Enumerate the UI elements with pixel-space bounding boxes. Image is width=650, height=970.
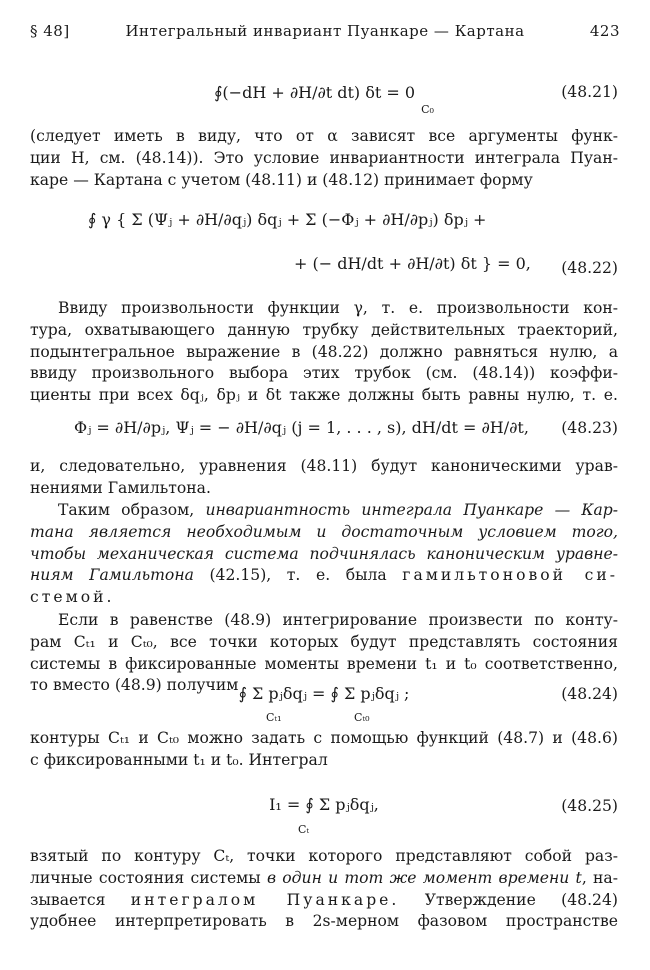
paragraph-4 [30, 500, 618, 609]
p1-line-2: ции H, см. (48.14)). Это условие инвариантности интеграла Пуан- [30, 148, 618, 167]
p2-line-3: подынтегральное выражение в (48.22) должно равняться нулю, а [30, 342, 618, 361]
eq-number-48-22: (48.22) [561, 259, 618, 277]
eq-48-25-contour: Cₜ [298, 823, 310, 836]
p3-line-2: нениями Гамильтона. [30, 478, 211, 497]
running-header [30, 22, 620, 48]
eq-48-22-line-1: ∮ γ { Σ (Ψⱼ + ∂H/∂qⱼ) δqⱼ + Σ (−Φⱼ + ∂H/∂pⱼ) δpⱼ + [88, 210, 487, 229]
equation-48-24 [30, 664, 618, 724]
eq-48-23-body: Φⱼ = ∂H/∂pⱼ, Ψⱼ = − ∂H/∂qⱼ (j = 1, . . . , s), dH/dt = ∂H/∂t, [74, 418, 529, 437]
paragraph-3 [30, 456, 618, 500]
equation-48-23 [30, 406, 618, 450]
p5-line-3: системы в фиксированные моменты времени t₁ и t₀ соответственно, [30, 654, 618, 673]
p7-line-3: зывается интегралом Пуанкаре. Утверждение (48.24) [30, 890, 618, 909]
p4-line-3: чтобы механическая система подчинялась каноническим уравне- [30, 544, 618, 563]
equation-48-22 [30, 196, 618, 288]
p5-line-4: то вместо (48.9) получим [30, 676, 239, 695]
eq-48-24-body: ∮ Σ pⱼδqⱼ = ∮ Σ pⱼδqⱼ ; [238, 684, 410, 703]
equation-48-21 [30, 66, 618, 120]
p7-line-2: личные состояния системы в один и тот же момент времени t, на- [30, 868, 618, 887]
paragraph-7 [30, 846, 618, 933]
eq-number-48-24: (48.24) [561, 685, 618, 703]
p7-line-4: удобнее интерпретировать в 2s-мерном фазовом пространстве [30, 912, 618, 931]
p5-line-1: Если в равенстве (48.9) интегрирование произвести по конту- [58, 611, 618, 629]
p7-line-1: взятый по контуру Cₜ, точки которого представляют собой раз- [30, 847, 618, 865]
eq-48-22-line-2: + (− dH/dt + ∂H/∂t) δt } = 0, [294, 254, 531, 273]
eq-48-24-contour-t1: Cₜ₁ [266, 711, 282, 724]
p4-line-1: Таким образом, инвариантность интеграла Пуанкаре — Кар- [58, 501, 618, 519]
p3-line-1: и, следовательно, уравнения (48.11) будут каноническими урав- [30, 457, 618, 475]
eq-number-48-21: (48.21) [561, 83, 618, 101]
p2-line-4: ввиду произвольного выбора этих трубок (см. (48.14)) коэффи- [30, 364, 618, 383]
p4-line-4: ниям Гамильтона (42.15), т. е. была гамильтоновой си- [30, 566, 619, 585]
p2-line-5: циенты при всех δqⱼ, δpⱼ и δt также должны быть равны нулю, т. е. [30, 386, 618, 405]
p1-line-3: каре — Картана с учетом (48.11) и (48.12) принимает форму [30, 170, 533, 189]
p6-line-2: с фиксированными t₁ и t₀. Интеграл [30, 750, 328, 769]
p4-line-5: стемой. [30, 588, 115, 607]
eq-number-48-23: (48.23) [561, 419, 618, 437]
p2-line-1: Ввиду произвольности функции γ, т. е. произвольности кон- [58, 299, 618, 317]
p2-line-2: тура, охватывающего данную трубку действительных траекторий, [30, 320, 618, 339]
p5-line-2: рам Cₜ₁ и Cₜ₀, все точки которых будут представлять состояния [30, 632, 618, 651]
p6-line-1: контуры Cₜ₁ и Cₜ₀ можно задать с помощью функций (48.7) и (48.6) [30, 729, 618, 747]
eq-48-21-contour: C₀ [421, 103, 434, 116]
paragraph-2 [30, 298, 618, 407]
paragraph-6 [30, 728, 618, 772]
eq-48-21-body: ∮(−dH + ∂H/∂t dt) δt = 0 [214, 83, 416, 102]
running-title: Интегральный инвариант Пуанкаре — Картана [125, 22, 525, 40]
p1-line-1: (следует иметь в виду, что от α зависят все аргументы функ- [30, 127, 618, 145]
eq-48-24-contour-t0: Cₜ₀ [354, 711, 370, 724]
paragraph-1 [30, 126, 618, 191]
equation-48-25 [30, 774, 618, 836]
eq-48-25-body: I₁ = ∮ Σ pⱼδqⱼ, [269, 795, 379, 814]
eq-number-48-25: (48.25) [561, 797, 618, 815]
page-number: 423 [589, 22, 620, 40]
section-marker: § 48] [30, 22, 70, 40]
p4-line-2: тана является необходимым и достаточным условием того, [30, 522, 618, 541]
